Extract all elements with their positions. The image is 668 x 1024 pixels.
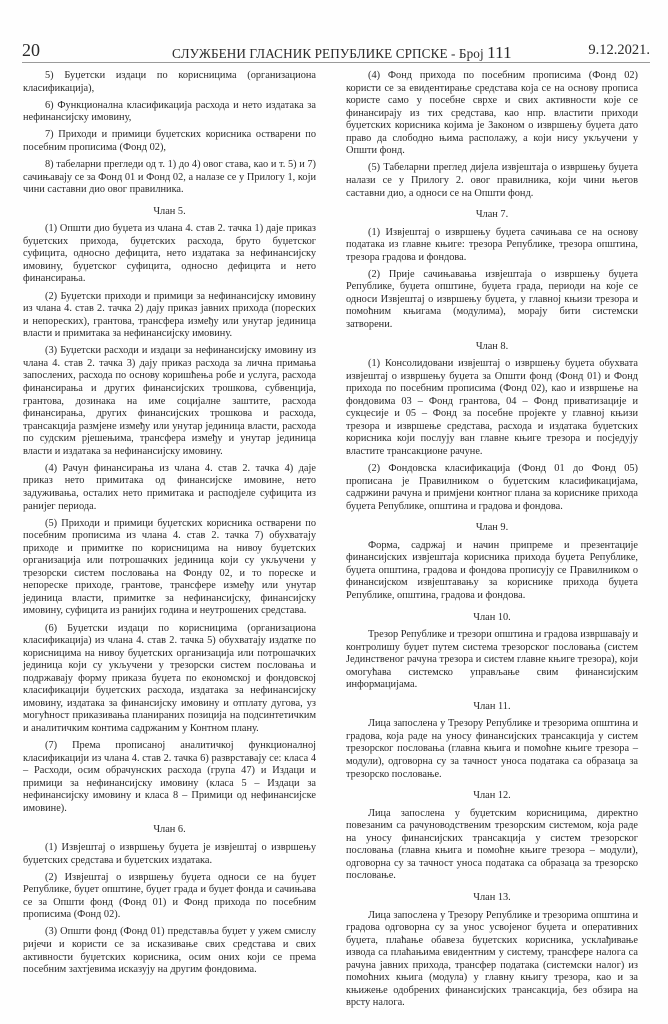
paragraph: (1) Извјештај о извршењу буџета сачињава се на основу података из главне књиге: трезора Републике, трезора општина, трезора градова и фондова.: [346, 226, 638, 263]
paragraph: (3) Општи фонд (Фонд 01) представља буџет у ужем смислу ријечи и користи се за исказивање свих средстава и свих активности буџетских корисника, осим оних који се према посебним захтјевима исказују на другим фондовима.: [23, 926, 316, 976]
publication-title-text: СЛУЖБЕНИ ГЛАСНИК РЕПУБЛИКЕ СРПСКЕ - Број: [172, 46, 488, 61]
paragraph: (1) Консолидовани извјештај о извршењу буџета обухвата извјештај о извршењу буџета за Општи фонд (Фонд 01) и Фонд прихода по посебним прописима (Фонд 02), као и извршење на фондовима 03 – Фонд грантова, 04 – Фонд приватизације и сукцесије и 05 – Фонд за посебне пројекте у главној књизи трезора и извршење средстава, расхода и издатака буџетских корисника који послују ван главне књиге трезора и посједују властите трансакционе рачуне.: [346, 358, 638, 457]
article-heading: Члан 11.: [473, 700, 511, 712]
issue-number: 111: [487, 43, 512, 62]
paragraph: (4) Рачун финансирања из члана 4. став 2. тачка 4) даје приказ нето примитака од финансијске имовине, нето задуживања, осталих нето примитака и расподјеле суфицита из ранијег периода.: [23, 462, 316, 512]
paragraph: 7) Приходи и примици буџетских корисника остварени по посебним прописима (Фонд 02),: [23, 129, 316, 153]
article-heading: Члан 7.: [475, 209, 509, 221]
article-heading: Члан 6.: [153, 824, 186, 836]
left-column: [23, 70, 316, 981]
article-heading: Члан 10.: [473, 611, 511, 623]
paragraph: (2) Извјештај о извршењу буџета односи се на буџет Републике, буџет општине, буџет града и буџет фонда и сачињава се за Општи фонд (Фонд 01) и Фонд прихода по посебним прописима (Фонд 02).: [23, 871, 316, 921]
paragraph: 6) Функционална класификација расхода и нето издатака за нефинансијску имовину,: [23, 99, 316, 124]
paragraph: (2) Буџетски приходи и примици за нефинансијску имовину из члана 4. став 2. тачка 2) дају приказ јавних прихода (пореских и непореских), грантова, трансфера између или унутар јединица власти и примитака за нефинансијску имовину.: [23, 290, 316, 340]
paragraph: 5) Буџетски издаци по корисницима (организациона класификација),: [23, 70, 316, 94]
issue-date: 9.12.2021.: [588, 42, 650, 58]
paragraph: (5) Табеларни преглед дијела извјештаја о извршењу буџета налази се у Прилогу 2. овог правилника, који чини његов саставни дио, а односи се на Општи фонд.: [346, 162, 638, 199]
right-column: [346, 70, 638, 1014]
paragraph: Лица запослена у буџетским корисницима, директно повезаним са рачуноводственим трезорским системом, која раде на уносу финансијских трансакција у систем трезорског пословања (главна књига и помоћне књиге трезора – модули), одговорна су за тачност уноса података са образаца за трезорско пословање.: [346, 807, 638, 882]
page-number: 20: [22, 40, 40, 60]
paragraph: (3) Буџетски расходи и издаци за нефинансијску имовину из члана 4. став 2. тачка 3) дају приказ расхода за лична примања запослених, расхода по основу коришћења робе и услуга, расхода финансирања и других финансијских трошкова, субвенција, грантова, дозинака на име социјалне заштите, расхода финансирања, других финансијских трошкова и расхода, трансакција размјене између или унутар јединица власти, расхода по судским рјешењима, трансфера између и унутар јединица власти и издатака за нефинансијску имовину.: [23, 345, 316, 457]
paragraph: (2) Фондовска класификација (Фонд 01 до Фонд 05) прописана је Правилником о буџетским класификацијама, садржини рачуна и примјени контног плана за кориснике прихода буџета Републике, општина и градова и фондова.: [346, 463, 638, 512]
article-heading: Члан 12.: [473, 790, 511, 802]
paragraph: (1) Општи дио буџета из члана 4. став 2. тачка 1) даје приказ буџетских прихода, буџетских расхода, бруто буџетског суфицита, односно дефицита, нето издатака за нефинансијску имовину, буџетског суфицита, односно дефицита и нето финансирања.: [23, 223, 316, 285]
paragraph: (7) Према прописаној аналитичкој функционалној класификацији из члана 4. став 2. тачка 6) разврставају се: класа 4 – Расходи, осим обрачунских расхода (група 47) и Издаци и примици за нефинансијску имовину (класа 5 – Издаци за нефинансијску имовину и класа 8 – Примици од нефинансијске имовине).: [23, 740, 316, 814]
page-header: [22, 40, 650, 63]
paragraph: (6) Буџетски издаци по корисницима (организациона класификација) из члана 4. став 2. тачка 5) обухватају издатке по корисницима на нивоу буџетских организација или потрошачких јединица који су укључени у трезорски систем пословања и подржавају форму приказа буџета по економској и фондовској класификацији буџетских расхода, издатака за нефинансијску имовину, издатака за финансијску имовину и отплату дугова, уз могућност приказивања планираних позиција на подсинтетичким и аналитичким контима садржаним у Контном плану.: [23, 622, 316, 734]
publication-title: [172, 43, 512, 63]
article-heading: Члан 9.: [475, 522, 509, 534]
article-heading: Члан 13.: [473, 891, 511, 903]
paragraph: Лица запослена у Трезору Републике и трезорима општина и градова одговорна су за унос усвојеног буџета и оперативних буџета, плаћање обавеза буџетских корисника, усклађивање извода са плаћањима евидентним у систему, трансфере налога са рачуна јавних прихода, трансфер података (системски налог) из помоћних књига (модула) у главну књигу трезора, као и за књижење одобрених финансијских трансакција, без обзира на врсту налога.: [346, 909, 638, 1009]
paragraph: (5) Приходи и примици буџетских корисника остварени по посебним прописима из члана 4. став 2. тачка 7) обухватају приходе и примитке по корисницима на нивоу буџетских организација или потрошачких јединица који су укључени у трезорски систем пословања на Фонду 02, и то пореске и непореске приходе, грантове, трансфере између или унутар јединица власти, примитке за нефинансијску, финансијску имовину, суфицита из ранијих година и неутрошених средстава.: [23, 517, 316, 617]
paragraph: Форма, садржај и начин припреме и презентације финансијских извјештаја корисника прихода буџета Републике, буџета општина, градова и фондова прописују се Правилником о финансијском извјештавању за кориснике прихода буџета Републике, општина, градова и фондова.: [346, 539, 638, 602]
paragraph: (2) Прије сачињавања извјештаја о извршењу буџета Републике, буџета општине, буџета града, периоди на које се односи Извјештај о извршењу буџета, у главној књизи трезора и помоћним књигама (модулима), морају бити системски затворени.: [346, 268, 638, 331]
paragraph: (4) Фонд прихода по посебним прописима (Фонд 02) користи се за евидентирање средстава која се на основу прописа користе само у посебне сврхе и свих активности које се финансирају из тих средстава, као нпр. властити приходи буџетских корисника којима је Законом о извршењу буџета дато право да слободно њима располажу, а који нису укључени у Општи фонд.: [346, 70, 638, 157]
article-heading: Члан 8.: [475, 340, 509, 352]
paragraph: Трезор Републике и трезори општина и градова извршавају и контролишу буџет путем система трезорског пословања (систем Јединственог рачуна трезора и систем главне књиге трезора), који омогућава системско управљање свим финансијским информацијама.: [346, 629, 639, 691]
paragraph: Лица запослена у Трезору Републике и трезорима општина и градова, која раде на уносу финансијских трансакција у систем трезорског пословања (главна књига и помоћне књиге трезора – модули), одговорна су за тачност уноса података са образаца за трезорско пословање.: [346, 718, 638, 780]
paragraph: (1) Извјештај о извршењу буџета је извјештај о извршењу буџетских средстава и буџетских издатака.: [23, 841, 316, 866]
paragraph: 8) табеларни прегледи од т. 1) до 4) овог става, као и т. 5) и 7) сачињавају се за Фонд 01 и Фонд 02, а налазе се у Прилогу 1, који чини саставни дио овог правилника.: [23, 159, 316, 196]
article-heading: Члан 5.: [153, 205, 186, 217]
